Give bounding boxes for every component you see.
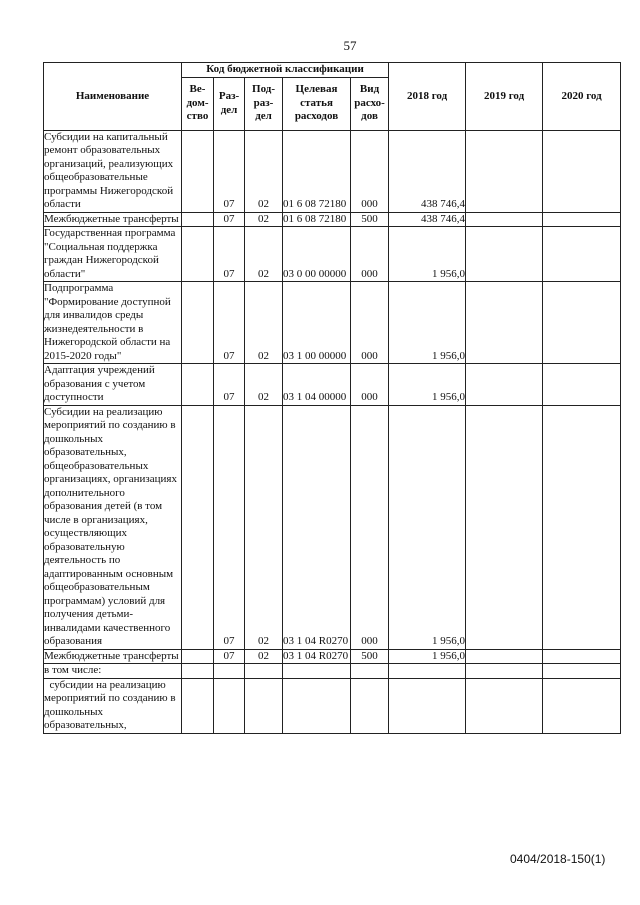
row-celevaya — [283, 664, 351, 679]
row-2020 — [543, 405, 621, 649]
header-celevaya: Целевая статья расходов — [283, 77, 351, 130]
row-podrazdel — [245, 678, 283, 733]
row-razdel — [214, 678, 245, 733]
row-vid — [351, 664, 389, 679]
row-razdel: 07 — [214, 212, 245, 227]
header-classification-group: Код бюджетной классификации — [182, 63, 389, 78]
row-razdel: 07 — [214, 227, 245, 282]
row-2018 — [389, 678, 466, 733]
row-2020 — [543, 282, 621, 364]
row-2019 — [466, 227, 543, 282]
row-2018: 1 956,0 — [389, 282, 466, 364]
row-vid: 500 — [351, 649, 389, 664]
table-row — [44, 227, 621, 282]
budget-table — [43, 62, 621, 734]
row-2020 — [543, 649, 621, 664]
row-name: Субсидии на капитальный ремонт образовательных организаций, реализующих общеобразовательные программы Нижегородской области — [44, 130, 182, 212]
row-name: субсидии на реализацию мероприятий по созданию в дошкольных образовательных, — [44, 678, 182, 733]
row-celevaya: 03 0 00 00000 — [283, 227, 351, 282]
table-row — [44, 364, 621, 406]
header-podrazdel: Под- раз- дел — [245, 77, 283, 130]
row-2018 — [389, 664, 466, 679]
row-2019 — [466, 364, 543, 406]
table-row — [44, 405, 621, 649]
row-2018: 438 746,4 — [389, 212, 466, 227]
row-2020 — [543, 364, 621, 406]
row-podrazdel: 02 — [245, 364, 283, 406]
row-razdel — [214, 664, 245, 679]
row-ved — [182, 130, 214, 212]
row-2019 — [466, 282, 543, 364]
row-celevaya: 01 6 08 72180 — [283, 130, 351, 212]
row-ved — [182, 364, 214, 406]
header-2020: 2020 год — [543, 63, 621, 131]
row-2018: 1 956,0 — [389, 649, 466, 664]
row-2019 — [466, 649, 543, 664]
row-razdel: 07 — [214, 364, 245, 406]
row-2020 — [543, 678, 621, 733]
row-podrazdel: 02 — [245, 227, 283, 282]
row-vid: 000 — [351, 364, 389, 406]
row-name: Межбюджетные трансферты — [44, 649, 182, 664]
row-ved — [182, 678, 214, 733]
header-2018: 2018 год — [389, 63, 466, 131]
row-2019 — [466, 212, 543, 227]
row-name: Подпрограмма "Формирование доступной для инвалидов среды жизнедеятельности в Нижегородской области на 2015-2020 годы" — [44, 282, 182, 364]
row-celevaya: 03 1 04 R0270 — [283, 405, 351, 649]
row-podrazdel: 02 — [245, 130, 283, 212]
header-razdel: Раз- дел — [214, 77, 245, 130]
row-2020 — [543, 212, 621, 227]
row-2018: 1 956,0 — [389, 364, 466, 406]
row-2018: 438 746,4 — [389, 130, 466, 212]
row-2019 — [466, 405, 543, 649]
row-vid: 000 — [351, 130, 389, 212]
row-razdel: 07 — [214, 130, 245, 212]
row-2019 — [466, 130, 543, 212]
row-podrazdel: 02 — [245, 282, 283, 364]
row-vid: 000 — [351, 227, 389, 282]
header-vedomstvo: Ве- дом- ство — [182, 77, 214, 130]
row-celevaya: 03 1 00 00000 — [283, 282, 351, 364]
row-podrazdel: 02 — [245, 212, 283, 227]
row-name: Субсидии на реализацию мероприятий по созданию в дошкольных образовательных, общеобразовательных организациях, организациях дополнительного образования детей (в том числе в организациях, осуществляющих образовательную деятельность по адаптированным основным общеобразовательным программам) условий для получения детьми-инвалидами качественного образования — [44, 405, 182, 649]
row-podrazdel: 02 — [245, 649, 283, 664]
row-name: Межбюджетные трансферты — [44, 212, 182, 227]
row-name: Адаптация учреждений образования с учетом доступности — [44, 364, 182, 406]
row-name: в том числе: — [44, 664, 182, 679]
table-row — [44, 212, 621, 227]
row-2018: 1 956,0 — [389, 227, 466, 282]
row-ved — [182, 649, 214, 664]
row-ved — [182, 664, 214, 679]
header-2019: 2019 год — [466, 63, 543, 131]
row-celevaya — [283, 678, 351, 733]
row-2020 — [543, 664, 621, 679]
table-row — [44, 664, 621, 679]
table-row — [44, 678, 621, 733]
header-name: Наименование — [44, 63, 182, 131]
row-ved — [182, 405, 214, 649]
row-2020 — [543, 130, 621, 212]
row-celevaya: 03 1 04 00000 — [283, 364, 351, 406]
row-ved — [182, 282, 214, 364]
header-vid: Вид расхо- дов — [351, 77, 389, 130]
row-ved — [182, 227, 214, 282]
row-podrazdel — [245, 664, 283, 679]
document-code: 0404/2018-150(1) — [510, 852, 606, 866]
row-2019 — [466, 678, 543, 733]
row-vid: 500 — [351, 212, 389, 227]
row-razdel: 07 — [214, 649, 245, 664]
row-2020 — [543, 227, 621, 282]
page-number: 57 — [343, 38, 357, 53]
row-celevaya: 03 1 04 R0270 — [283, 649, 351, 664]
row-vid — [351, 678, 389, 733]
row-name: Государственная программа "Социальная поддержка граждан Нижегородской области" — [44, 227, 182, 282]
row-razdel: 07 — [214, 282, 245, 364]
row-celevaya: 01 6 08 72180 — [283, 212, 351, 227]
row-razdel: 07 — [214, 405, 245, 649]
row-2019 — [466, 664, 543, 679]
table-row — [44, 282, 621, 364]
table-row — [44, 649, 621, 664]
row-podrazdel: 02 — [245, 405, 283, 649]
row-ved — [182, 212, 214, 227]
row-vid: 000 — [351, 405, 389, 649]
table-row — [44, 130, 621, 212]
row-vid: 000 — [351, 282, 389, 364]
header-row — [44, 63, 621, 78]
row-2018: 1 956,0 — [389, 405, 466, 649]
